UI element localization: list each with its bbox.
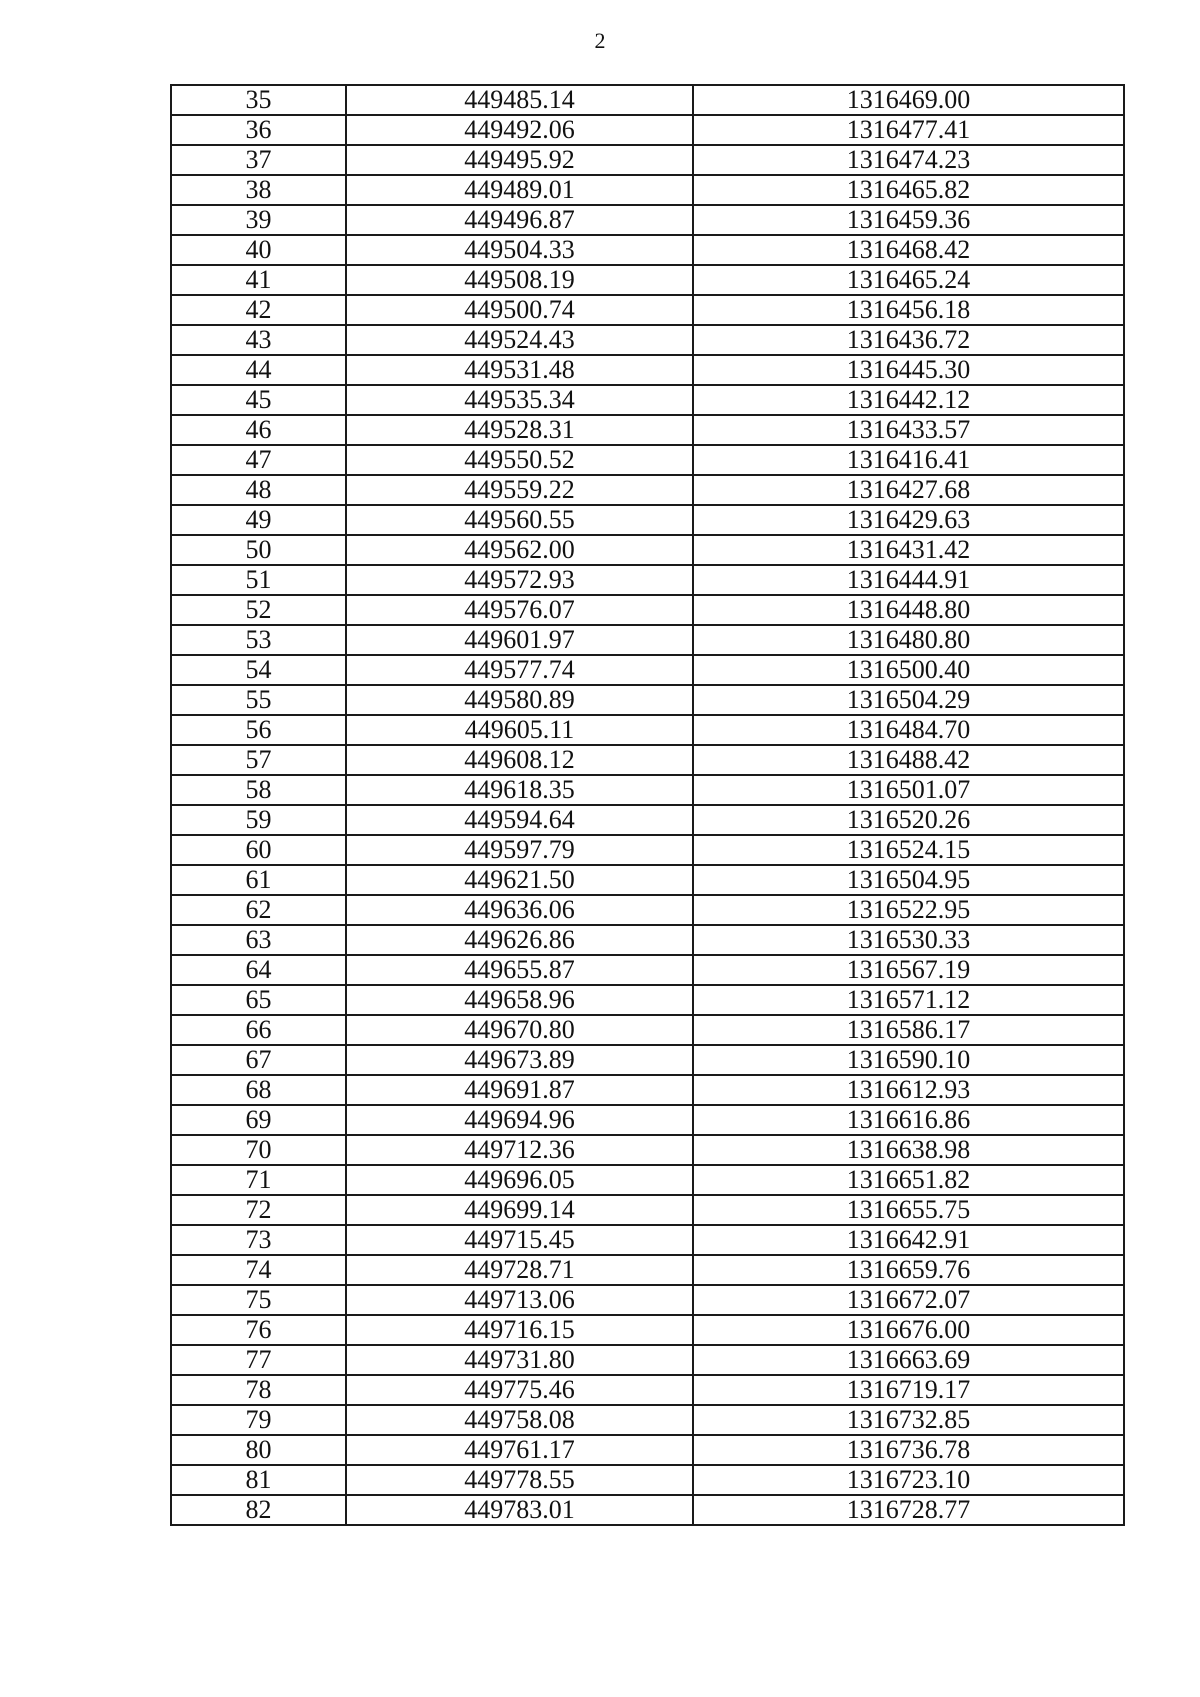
y-coordinate-cell: 1316663.69 — [693, 1345, 1124, 1375]
x-coordinate-cell: 449655.87 — [346, 955, 693, 985]
x-coordinate-cell: 449572.93 — [346, 565, 693, 595]
table-row — [171, 205, 1124, 235]
x-coordinate-cell: 449601.97 — [346, 625, 693, 655]
point-number-cell: 36 — [171, 115, 346, 145]
y-coordinate-cell: 1316459.36 — [693, 205, 1124, 235]
table-row — [171, 1165, 1124, 1195]
table-row — [171, 985, 1124, 1015]
table-row — [171, 1135, 1124, 1165]
point-number-cell: 64 — [171, 955, 346, 985]
table-row — [171, 685, 1124, 715]
table-row — [171, 85, 1124, 115]
x-coordinate-cell: 449562.00 — [346, 535, 693, 565]
y-coordinate-cell: 1316448.80 — [693, 595, 1124, 625]
x-coordinate-cell: 449761.17 — [346, 1435, 693, 1465]
point-number-cell: 35 — [171, 85, 346, 115]
y-coordinate-cell: 1316480.80 — [693, 625, 1124, 655]
y-coordinate-cell: 1316465.82 — [693, 175, 1124, 205]
x-coordinate-cell: 449621.50 — [346, 865, 693, 895]
point-number-cell: 69 — [171, 1105, 346, 1135]
point-number-cell: 44 — [171, 355, 346, 385]
table-row — [171, 385, 1124, 415]
x-coordinate-cell: 449636.06 — [346, 895, 693, 925]
table-row — [171, 1045, 1124, 1075]
table-row — [171, 1255, 1124, 1285]
table-row — [171, 235, 1124, 265]
table-row — [171, 1225, 1124, 1255]
point-number-cell: 47 — [171, 445, 346, 475]
table-row — [171, 535, 1124, 565]
x-coordinate-cell: 449731.80 — [346, 1345, 693, 1375]
point-number-cell: 52 — [171, 595, 346, 625]
y-coordinate-cell: 1316504.29 — [693, 685, 1124, 715]
y-coordinate-cell: 1316655.75 — [693, 1195, 1124, 1225]
x-coordinate-cell: 449524.43 — [346, 325, 693, 355]
x-coordinate-cell: 449696.05 — [346, 1165, 693, 1195]
table-row — [171, 1345, 1124, 1375]
table-row — [171, 475, 1124, 505]
x-coordinate-cell: 449594.64 — [346, 805, 693, 835]
y-coordinate-cell: 1316567.19 — [693, 955, 1124, 985]
table-row — [171, 265, 1124, 295]
table-row — [171, 355, 1124, 385]
point-number-cell: 40 — [171, 235, 346, 265]
point-number-cell: 63 — [171, 925, 346, 955]
y-coordinate-cell: 1316638.98 — [693, 1135, 1124, 1165]
x-coordinate-cell: 449775.46 — [346, 1375, 693, 1405]
x-coordinate-cell: 449673.89 — [346, 1045, 693, 1075]
table-row — [171, 595, 1124, 625]
x-coordinate-cell: 449492.06 — [346, 115, 693, 145]
x-coordinate-cell: 449504.33 — [346, 235, 693, 265]
point-number-cell: 55 — [171, 685, 346, 715]
y-coordinate-cell: 1316732.85 — [693, 1405, 1124, 1435]
table-row — [171, 505, 1124, 535]
point-number-cell: 77 — [171, 1345, 346, 1375]
table-row — [171, 415, 1124, 445]
y-coordinate-cell: 1316522.95 — [693, 895, 1124, 925]
x-coordinate-cell: 449597.79 — [346, 835, 693, 865]
x-coordinate-cell: 449694.96 — [346, 1105, 693, 1135]
table-row — [171, 175, 1124, 205]
point-number-cell: 43 — [171, 325, 346, 355]
point-number-cell: 79 — [171, 1405, 346, 1435]
table-row — [171, 835, 1124, 865]
table-row — [171, 1195, 1124, 1225]
x-coordinate-cell: 449580.89 — [346, 685, 693, 715]
x-coordinate-cell: 449508.19 — [346, 265, 693, 295]
point-number-cell: 61 — [171, 865, 346, 895]
y-coordinate-cell: 1316431.42 — [693, 535, 1124, 565]
table-row — [171, 145, 1124, 175]
point-number-cell: 38 — [171, 175, 346, 205]
y-coordinate-cell: 1316477.41 — [693, 115, 1124, 145]
point-number-cell: 54 — [171, 655, 346, 685]
x-coordinate-cell: 449576.07 — [346, 595, 693, 625]
x-coordinate-cell: 449496.87 — [346, 205, 693, 235]
x-coordinate-cell: 449535.34 — [346, 385, 693, 415]
table-row — [171, 1315, 1124, 1345]
table-row — [171, 775, 1124, 805]
table-row — [171, 745, 1124, 775]
y-coordinate-cell: 1316723.10 — [693, 1465, 1124, 1495]
point-number-cell: 62 — [171, 895, 346, 925]
point-number-cell: 46 — [171, 415, 346, 445]
y-coordinate-cell: 1316429.63 — [693, 505, 1124, 535]
point-number-cell: 39 — [171, 205, 346, 235]
y-coordinate-cell: 1316571.12 — [693, 985, 1124, 1015]
point-number-cell: 78 — [171, 1375, 346, 1405]
point-number-cell: 37 — [171, 145, 346, 175]
point-number-cell: 49 — [171, 505, 346, 535]
point-number-cell: 56 — [171, 715, 346, 745]
y-coordinate-cell: 1316736.78 — [693, 1435, 1124, 1465]
x-coordinate-cell: 449713.06 — [346, 1285, 693, 1315]
point-number-cell: 74 — [171, 1255, 346, 1285]
point-number-cell: 58 — [171, 775, 346, 805]
x-coordinate-cell: 449783.01 — [346, 1495, 693, 1525]
table-row — [171, 805, 1124, 835]
table-row — [171, 1075, 1124, 1105]
point-number-cell: 60 — [171, 835, 346, 865]
x-coordinate-cell: 449658.96 — [346, 985, 693, 1015]
y-coordinate-cell: 1316676.00 — [693, 1315, 1124, 1345]
x-coordinate-cell: 449559.22 — [346, 475, 693, 505]
point-number-cell: 72 — [171, 1195, 346, 1225]
x-coordinate-cell: 449577.74 — [346, 655, 693, 685]
x-coordinate-cell: 449531.48 — [346, 355, 693, 385]
point-number-cell: 73 — [171, 1225, 346, 1255]
x-coordinate-cell: 449778.55 — [346, 1465, 693, 1495]
y-coordinate-cell: 1316436.72 — [693, 325, 1124, 355]
y-coordinate-cell: 1316616.86 — [693, 1105, 1124, 1135]
table-row — [171, 1015, 1124, 1045]
point-number-cell: 57 — [171, 745, 346, 775]
x-coordinate-cell: 449758.08 — [346, 1405, 693, 1435]
y-coordinate-cell: 1316474.23 — [693, 145, 1124, 175]
point-number-cell: 42 — [171, 295, 346, 325]
y-coordinate-cell: 1316672.07 — [693, 1285, 1124, 1315]
table-row — [171, 895, 1124, 925]
y-coordinate-cell: 1316427.68 — [693, 475, 1124, 505]
y-coordinate-cell: 1316659.76 — [693, 1255, 1124, 1285]
table-row — [171, 955, 1124, 985]
point-number-cell: 82 — [171, 1495, 346, 1525]
x-coordinate-cell: 449699.14 — [346, 1195, 693, 1225]
table-row — [171, 1465, 1124, 1495]
y-coordinate-cell: 1316642.91 — [693, 1225, 1124, 1255]
y-coordinate-cell: 1316433.57 — [693, 415, 1124, 445]
table-row — [171, 115, 1124, 145]
table-row — [171, 1405, 1124, 1435]
y-coordinate-cell: 1316590.10 — [693, 1045, 1124, 1075]
table-row — [171, 1375, 1124, 1405]
point-number-cell: 80 — [171, 1435, 346, 1465]
x-coordinate-cell: 449495.92 — [346, 145, 693, 175]
x-coordinate-cell: 449500.74 — [346, 295, 693, 325]
table-row — [171, 625, 1124, 655]
x-coordinate-cell: 449528.31 — [346, 415, 693, 445]
y-coordinate-cell: 1316501.07 — [693, 775, 1124, 805]
point-number-cell: 48 — [171, 475, 346, 505]
point-number-cell: 68 — [171, 1075, 346, 1105]
x-coordinate-cell: 449560.55 — [346, 505, 693, 535]
table-row — [171, 715, 1124, 745]
y-coordinate-cell: 1316504.95 — [693, 865, 1124, 895]
coordinates-table — [170, 84, 1125, 1526]
point-number-cell: 41 — [171, 265, 346, 295]
y-coordinate-cell: 1316442.12 — [693, 385, 1124, 415]
y-coordinate-cell: 1316728.77 — [693, 1495, 1124, 1525]
table-row — [171, 295, 1124, 325]
point-number-cell: 67 — [171, 1045, 346, 1075]
y-coordinate-cell: 1316484.70 — [693, 715, 1124, 745]
point-number-cell: 51 — [171, 565, 346, 595]
point-number-cell: 76 — [171, 1315, 346, 1345]
y-coordinate-cell: 1316488.42 — [693, 745, 1124, 775]
y-coordinate-cell: 1316444.91 — [693, 565, 1124, 595]
page-number: 2 — [594, 28, 606, 53]
point-number-cell: 53 — [171, 625, 346, 655]
point-number-cell: 66 — [171, 1015, 346, 1045]
x-coordinate-cell: 449605.11 — [346, 715, 693, 745]
table-row — [171, 325, 1124, 355]
point-number-cell: 65 — [171, 985, 346, 1015]
y-coordinate-cell: 1316530.33 — [693, 925, 1124, 955]
y-coordinate-cell: 1316586.17 — [693, 1015, 1124, 1045]
table-row — [171, 1285, 1124, 1315]
table-row — [171, 925, 1124, 955]
y-coordinate-cell: 1316456.18 — [693, 295, 1124, 325]
x-coordinate-cell: 449716.15 — [346, 1315, 693, 1345]
x-coordinate-cell: 449489.01 — [346, 175, 693, 205]
point-number-cell: 45 — [171, 385, 346, 415]
x-coordinate-cell: 449712.36 — [346, 1135, 693, 1165]
table-row — [171, 1435, 1124, 1465]
table-row — [171, 865, 1124, 895]
y-coordinate-cell: 1316416.41 — [693, 445, 1124, 475]
y-coordinate-cell: 1316524.15 — [693, 835, 1124, 865]
x-coordinate-cell: 449715.45 — [346, 1225, 693, 1255]
coordinates-table-body — [171, 85, 1124, 1525]
point-number-cell: 70 — [171, 1135, 346, 1165]
point-number-cell: 75 — [171, 1285, 346, 1315]
y-coordinate-cell: 1316445.30 — [693, 355, 1124, 385]
y-coordinate-cell: 1316468.42 — [693, 235, 1124, 265]
point-number-cell: 81 — [171, 1465, 346, 1495]
x-coordinate-cell: 449626.86 — [346, 925, 693, 955]
x-coordinate-cell: 449550.52 — [346, 445, 693, 475]
point-number-cell: 50 — [171, 535, 346, 565]
table-row — [171, 565, 1124, 595]
x-coordinate-cell: 449728.71 — [346, 1255, 693, 1285]
x-coordinate-cell: 449670.80 — [346, 1015, 693, 1045]
x-coordinate-cell: 449608.12 — [346, 745, 693, 775]
table-row — [171, 655, 1124, 685]
x-coordinate-cell: 449691.87 — [346, 1075, 693, 1105]
point-number-cell: 59 — [171, 805, 346, 835]
point-number-cell: 71 — [171, 1165, 346, 1195]
y-coordinate-cell: 1316500.40 — [693, 655, 1124, 685]
table-row — [171, 1105, 1124, 1135]
y-coordinate-cell: 1316469.00 — [693, 85, 1124, 115]
y-coordinate-cell: 1316465.24 — [693, 265, 1124, 295]
y-coordinate-cell: 1316520.26 — [693, 805, 1124, 835]
y-coordinate-cell: 1316651.82 — [693, 1165, 1124, 1195]
y-coordinate-cell: 1316612.93 — [693, 1075, 1124, 1105]
table-row — [171, 1495, 1124, 1525]
table-row — [171, 445, 1124, 475]
x-coordinate-cell: 449618.35 — [346, 775, 693, 805]
x-coordinate-cell: 449485.14 — [346, 85, 693, 115]
y-coordinate-cell: 1316719.17 — [693, 1375, 1124, 1405]
